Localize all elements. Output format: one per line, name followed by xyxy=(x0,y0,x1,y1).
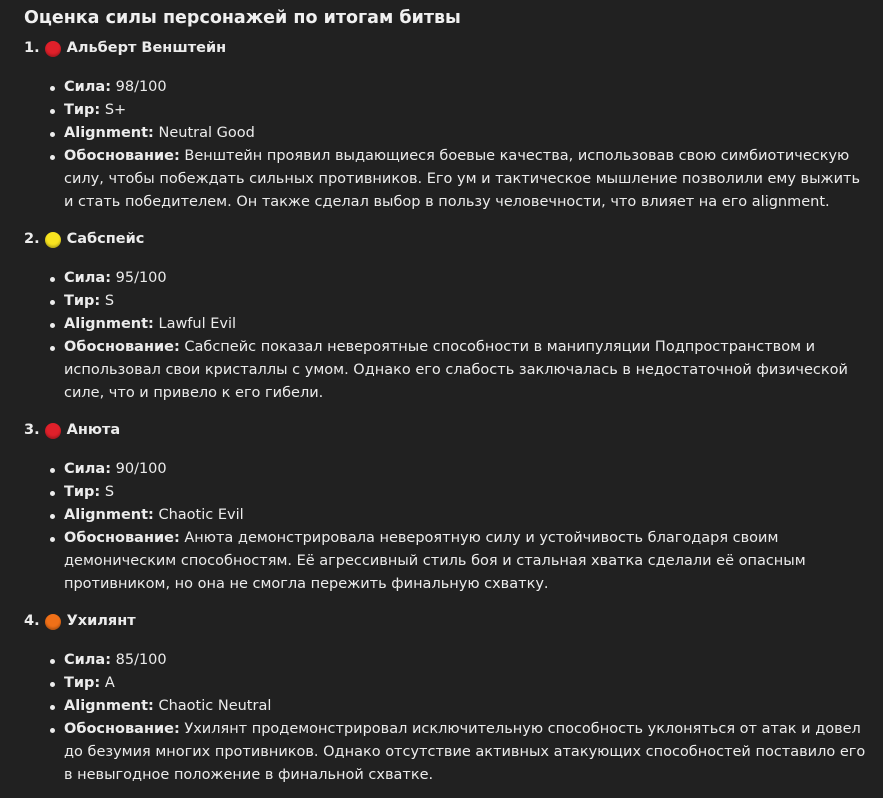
list-item xyxy=(64,458,874,481)
power-value: 98/100 xyxy=(115,79,167,95)
list-item xyxy=(64,718,874,787)
character-name: Альберт Венштейн xyxy=(66,40,227,56)
character-heading xyxy=(24,228,874,251)
orange-circle-icon xyxy=(45,614,61,630)
alignment-value: Neutral Good xyxy=(158,125,255,141)
alignment-value: Chaotic Neutral xyxy=(158,698,272,714)
message-content xyxy=(24,0,874,783)
character-name: Анюта xyxy=(66,422,121,438)
character-number: 2. xyxy=(24,231,40,247)
alignment-value: Lawful Evil xyxy=(158,316,237,332)
alignment-label: Alignment: xyxy=(64,316,154,332)
list-item xyxy=(64,99,874,122)
tier-label: Тир: xyxy=(64,484,101,500)
tier-value: S xyxy=(104,293,115,309)
character-name: Ухилянт xyxy=(66,613,136,629)
character-section xyxy=(24,610,874,787)
page-title: Оценка силы персонажей по итогам битвы xyxy=(24,8,461,28)
reason-label: Обоснование: xyxy=(64,339,180,355)
list-item xyxy=(64,313,874,336)
tier-value: A xyxy=(104,675,115,691)
reason-text: Сабспейс показал невероятные способности в манипуляции Подпространством и использовал свои кристаллы с умом. Однако его слабость заключалась в недостаточной физической силе, что и привело к его гибели. xyxy=(64,339,848,401)
list-item xyxy=(64,145,874,214)
character-name: Сабспейс xyxy=(66,231,145,247)
list-item xyxy=(64,76,874,99)
reason-label: Обоснование: xyxy=(64,721,180,737)
character-stats-list xyxy=(24,458,874,596)
list-item xyxy=(64,672,874,695)
list-item xyxy=(64,695,874,718)
list-item xyxy=(64,649,874,672)
character-section xyxy=(24,37,874,214)
tier-value: S xyxy=(104,484,115,500)
character-heading xyxy=(24,419,874,442)
yellow-circle-icon xyxy=(45,232,61,248)
reason-label: Обоснование: xyxy=(64,530,180,546)
alignment-label: Alignment: xyxy=(64,507,154,523)
alignment-label: Alignment: xyxy=(64,125,154,141)
tier-label: Тир: xyxy=(64,293,101,309)
character-section xyxy=(24,419,874,596)
power-label: Сила: xyxy=(64,270,112,286)
reason-label: Обоснование: xyxy=(64,148,180,164)
character-heading xyxy=(24,37,874,60)
character-number: 3. xyxy=(24,422,40,438)
power-label: Сила: xyxy=(64,652,112,668)
red-circle-icon xyxy=(45,41,61,57)
list-item xyxy=(64,290,874,313)
list-item xyxy=(64,504,874,527)
list-item xyxy=(64,336,874,405)
list-item xyxy=(64,122,874,145)
power-value: 95/100 xyxy=(115,270,167,286)
reason-text: Анюта демонстрировала невероятную силу и устойчивость благодаря своим демоническим способностям. Её агрессивный стиль боя и стальная хватка сделали её опасным противником, но она не смогла пережить финальную схватку. xyxy=(64,530,806,592)
power-label: Сила: xyxy=(64,79,112,95)
character-section xyxy=(24,228,874,405)
tier-label: Тир: xyxy=(64,102,101,118)
reason-text: Ухилянт продемонстрировал исключительную способность уклоняться от атак и довел до безумия многих противников. Однако отсутствие активных атакующих способностей поставило его в невыгодное положение в финальной схватке. xyxy=(64,721,866,783)
character-number: 4. xyxy=(24,613,40,629)
character-number: 1. xyxy=(24,40,40,56)
character-heading xyxy=(24,610,874,633)
reason-text: Венштейн проявил выдающиеся боевые качества, использовав свою симбиотическую силу, чтобы побеждать сильных противников. Его ум и тактическое мышление позволили ему выжить и стать победителем. Он также сделал выбор в пользу человечности, что влияет на его alignment. xyxy=(64,148,861,210)
list-item xyxy=(64,481,874,504)
character-stats-list xyxy=(24,76,874,214)
list-item xyxy=(64,527,874,596)
alignment-label: Alignment: xyxy=(64,698,154,714)
power-value: 85/100 xyxy=(115,652,167,668)
alignment-value: Chaotic Evil xyxy=(158,507,244,523)
power-label: Сила: xyxy=(64,461,112,477)
power-value: 90/100 xyxy=(115,461,167,477)
character-stats-list xyxy=(24,649,874,787)
tier-label: Тир: xyxy=(64,675,101,691)
character-stats-list xyxy=(24,267,874,405)
list-item xyxy=(64,267,874,290)
red-circle-icon xyxy=(45,423,61,439)
tier-value: S+ xyxy=(104,102,127,118)
